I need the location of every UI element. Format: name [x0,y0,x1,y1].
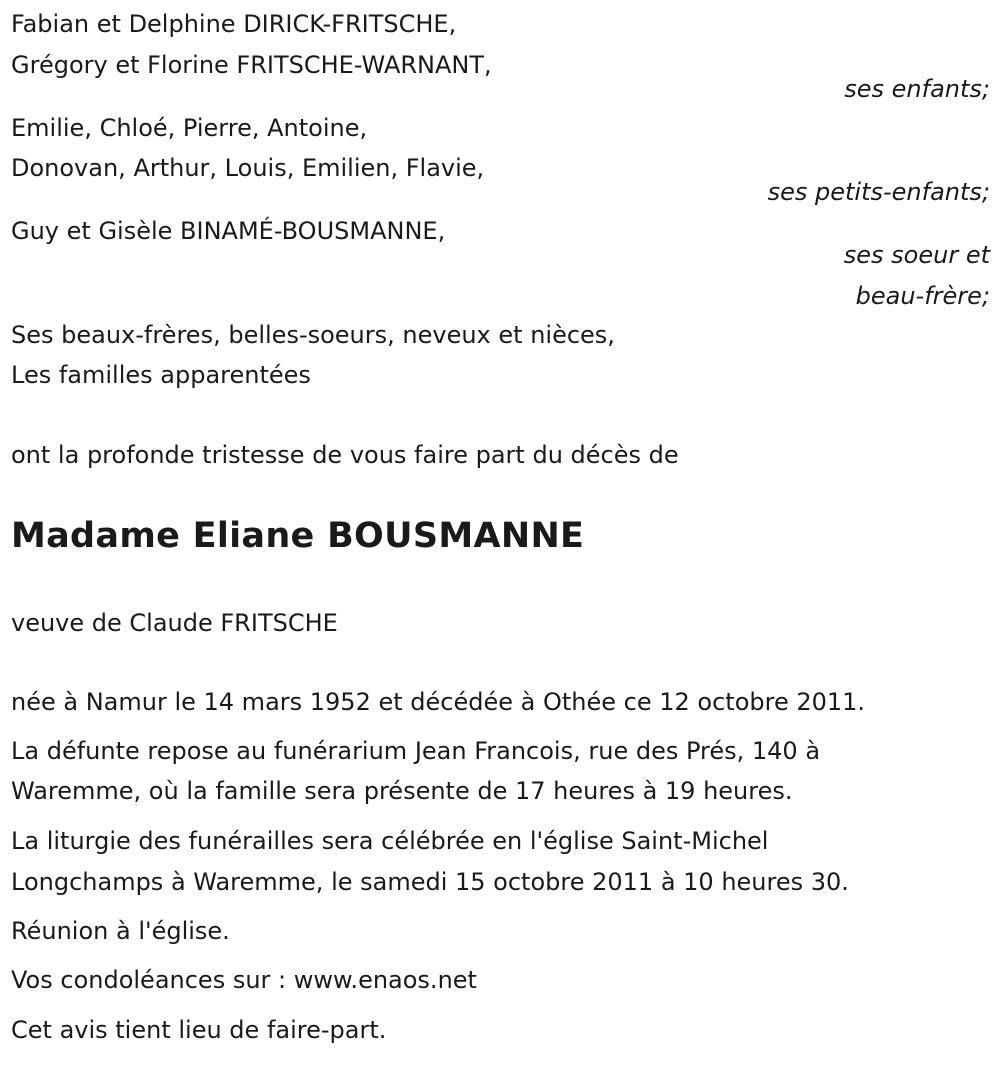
siblings-role-line-2: beau-frère; [855,282,990,310]
grandchildren-role: ses petits-enfants; [767,178,990,206]
grandchildren-line-1: Emilie, Chloé, Pierre, Antoine, [11,114,368,142]
siblings-role-line-1: ses soeur et [843,241,990,269]
meeting-text: Réunion à l'église. [11,917,230,945]
widow-of: veuve de Claude FRITSCHE [11,609,338,637]
children-role: ses enfants; [844,75,990,103]
others-line-1: Ses beaux-frères, belles-soeurs, neveux et nièces, [11,321,615,349]
liturgy-line-2: Longchamps à Waremme, le samedi 15 octobre 2011 à 10 heures 30. [11,868,849,896]
rest-line-1: La défunte repose au funérarium Jean Francois, rue des Prés, 140 à [11,737,821,765]
announcement-text: ont la profonde tristesse de vous faire part du décès de [11,441,679,469]
deceased-name: Madame Eliane BOUSMANNE [11,516,585,556]
notice-text: Cet avis tient lieu de faire-part. [11,1016,387,1044]
others-line-2: Les familles apparentées [11,361,311,389]
siblings-line: Guy et Gisèle BINAMÉ-BOUSMANNE, [11,217,446,245]
rest-line-2: Waremme, où la famille sera présente de 17 heures à 19 heures. [11,777,793,805]
grandchildren-line-2: Donovan, Arthur, Louis, Emilien, Flavie, [11,154,485,182]
birth-death-text: née à Namur le 14 mars 1952 et décédée à Othée ce 12 octobre 2011. [11,688,866,716]
children-line-1: Fabian et Delphine DIRICK-FRITSCHE, [11,10,457,38]
condolences-text: Vos condoléances sur : www.enaos.net [11,966,477,994]
liturgy-line-1: La liturgie des funérailles sera célébrée en l'église Saint-Michel [11,827,769,855]
children-line-2: Grégory et Florine FRITSCHE-WARNANT, [11,51,492,79]
